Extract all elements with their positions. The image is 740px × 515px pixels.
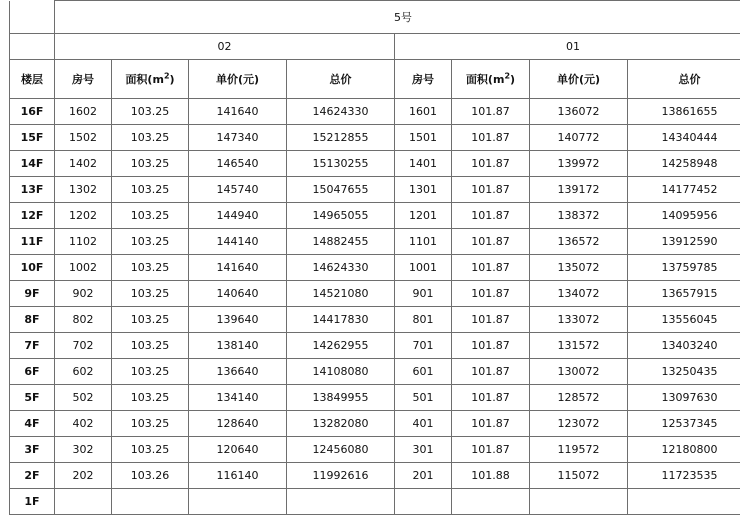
area-header-sup: 2 xyxy=(164,71,170,80)
floor-cell: 1F xyxy=(10,489,55,515)
floor-cell: 6F xyxy=(10,359,55,385)
room-cell: 602 xyxy=(55,359,112,385)
floor-cell: 11F xyxy=(10,229,55,255)
area-header-text: 面积(m xyxy=(125,73,164,86)
room-cell: 301 xyxy=(395,437,452,463)
area-cell: 101.87 xyxy=(452,437,530,463)
table-row xyxy=(10,99,740,125)
total-cell: 14262955 xyxy=(287,333,395,359)
floor-cell: 15F xyxy=(10,125,55,151)
total-cell: 14624330 xyxy=(287,255,395,281)
building-row xyxy=(10,1,740,34)
price-table xyxy=(9,0,740,515)
room-cell: 302 xyxy=(55,437,112,463)
total-cell: 14624330 xyxy=(287,99,395,125)
area-cell xyxy=(452,489,530,515)
room-cell: 1101 xyxy=(395,229,452,255)
total-cell: 14340444 xyxy=(628,125,740,151)
area-cell: 103.25 xyxy=(112,385,189,411)
total-cell: 13097630 xyxy=(628,385,740,411)
table-row xyxy=(10,385,740,411)
room-cell: 1401 xyxy=(395,151,452,177)
total-cell xyxy=(287,489,395,515)
price-cell: 130072 xyxy=(530,359,628,385)
table-row xyxy=(10,281,740,307)
room-cell: 1202 xyxy=(55,203,112,229)
area-cell: 101.87 xyxy=(452,203,530,229)
room-cell: 801 xyxy=(395,307,452,333)
table-row xyxy=(10,177,740,203)
total-cell: 14177452 xyxy=(628,177,740,203)
area-cell: 103.25 xyxy=(112,125,189,151)
total-cell: 14965055 xyxy=(287,203,395,229)
total-cell: 12456080 xyxy=(287,437,395,463)
price-cell: 128572 xyxy=(530,385,628,411)
room-cell: 1302 xyxy=(55,177,112,203)
price-cell: 136572 xyxy=(530,229,628,255)
floor-cell: 2F xyxy=(10,463,55,489)
col-room-header: 房号 xyxy=(395,60,452,99)
price-cell: 139640 xyxy=(189,307,287,333)
col-room-header: 房号 xyxy=(55,60,112,99)
unit-row xyxy=(10,34,740,60)
total-cell: 14521080 xyxy=(287,281,395,307)
area-cell xyxy=(112,489,189,515)
total-cell: 14095956 xyxy=(628,203,740,229)
price-cell: 115072 xyxy=(530,463,628,489)
room-cell: 702 xyxy=(55,333,112,359)
total-cell: 13403240 xyxy=(628,333,740,359)
area-cell: 101.87 xyxy=(452,281,530,307)
area-header-text: 面积(m xyxy=(466,73,505,86)
price-cell: 140772 xyxy=(530,125,628,151)
table-row xyxy=(10,463,740,489)
total-cell: 12180800 xyxy=(628,437,740,463)
total-cell: 13556045 xyxy=(628,307,740,333)
total-cell: 12537345 xyxy=(628,411,740,437)
floor-cell: 10F xyxy=(10,255,55,281)
floor-cell: 4F xyxy=(10,411,55,437)
room-cell: 1301 xyxy=(395,177,452,203)
area-cell: 103.25 xyxy=(112,229,189,255)
table-row xyxy=(10,489,740,515)
room-cell: 1602 xyxy=(55,99,112,125)
table-row xyxy=(10,437,740,463)
total-cell: 15130255 xyxy=(287,151,395,177)
blank-cell xyxy=(10,1,55,34)
price-cell: 141640 xyxy=(189,99,287,125)
area-cell: 103.25 xyxy=(112,333,189,359)
price-cell: 139972 xyxy=(530,151,628,177)
room-cell: 1002 xyxy=(55,255,112,281)
price-cell: 136640 xyxy=(189,359,287,385)
floor-cell: 12F xyxy=(10,203,55,229)
room-cell: 401 xyxy=(395,411,452,437)
total-cell: 15212855 xyxy=(287,125,395,151)
area-cell: 101.88 xyxy=(452,463,530,489)
column-header-row xyxy=(10,60,740,99)
room-cell xyxy=(55,489,112,515)
area-cell: 103.25 xyxy=(112,203,189,229)
col-floor-header: 楼层 xyxy=(10,60,55,99)
total-cell: 11992616 xyxy=(287,463,395,489)
floor-cell: 7F xyxy=(10,333,55,359)
area-cell: 101.87 xyxy=(452,385,530,411)
col-price-header: 单价(元) xyxy=(189,60,287,99)
area-cell: 101.87 xyxy=(452,177,530,203)
table-row xyxy=(10,359,740,385)
price-cell: 120640 xyxy=(189,437,287,463)
table-row xyxy=(10,229,740,255)
table-row xyxy=(10,255,740,281)
area-cell: 101.87 xyxy=(452,333,530,359)
room-cell: 1601 xyxy=(395,99,452,125)
price-cell: 140640 xyxy=(189,281,287,307)
price-cell: 145740 xyxy=(189,177,287,203)
room-cell: 802 xyxy=(55,307,112,333)
area-cell: 101.87 xyxy=(452,229,530,255)
total-cell: 13759785 xyxy=(628,255,740,281)
col-area-header xyxy=(112,60,189,99)
area-cell: 103.25 xyxy=(112,99,189,125)
room-cell: 202 xyxy=(55,463,112,489)
area-cell: 103.25 xyxy=(112,281,189,307)
unit-01-header: 01 xyxy=(395,34,740,60)
area-cell: 103.25 xyxy=(112,307,189,333)
area-cell: 101.87 xyxy=(452,359,530,385)
price-cell: 139172 xyxy=(530,177,628,203)
price-cell: 134140 xyxy=(189,385,287,411)
area-cell: 101.87 xyxy=(452,307,530,333)
price-cell: 134072 xyxy=(530,281,628,307)
total-cell: 13849955 xyxy=(287,385,395,411)
area-cell: 103.25 xyxy=(112,411,189,437)
area-header-sup: 2 xyxy=(504,71,510,80)
col-price-header: 单价(元) xyxy=(530,60,628,99)
floor-cell: 3F xyxy=(10,437,55,463)
area-header-close: ) xyxy=(510,73,515,86)
area-cell: 101.87 xyxy=(452,99,530,125)
total-cell: 14882455 xyxy=(287,229,395,255)
room-cell: 501 xyxy=(395,385,452,411)
price-cell: 141640 xyxy=(189,255,287,281)
room-cell: 1502 xyxy=(55,125,112,151)
price-cell: 133072 xyxy=(530,307,628,333)
price-cell: 138372 xyxy=(530,203,628,229)
room-cell: 402 xyxy=(55,411,112,437)
table-row xyxy=(10,411,740,437)
price-table-body xyxy=(10,1,740,515)
area-cell: 101.87 xyxy=(452,411,530,437)
price-cell: 144140 xyxy=(189,229,287,255)
room-cell: 1201 xyxy=(395,203,452,229)
total-cell: 13657915 xyxy=(628,281,740,307)
price-cell: 146540 xyxy=(189,151,287,177)
area-cell: 103.25 xyxy=(112,437,189,463)
room-cell: 1501 xyxy=(395,125,452,151)
area-cell: 101.87 xyxy=(452,255,530,281)
col-area-header xyxy=(452,60,530,99)
table-row xyxy=(10,125,740,151)
room-cell: 1102 xyxy=(55,229,112,255)
area-cell: 103.26 xyxy=(112,463,189,489)
room-cell: 901 xyxy=(395,281,452,307)
room-cell: 502 xyxy=(55,385,112,411)
room-cell: 201 xyxy=(395,463,452,489)
floor-cell: 13F xyxy=(10,177,55,203)
price-cell xyxy=(189,489,287,515)
unit-02-header: 02 xyxy=(55,34,395,60)
area-cell: 101.87 xyxy=(452,125,530,151)
table-row xyxy=(10,307,740,333)
total-cell: 13912590 xyxy=(628,229,740,255)
total-cell: 11723535 xyxy=(628,463,740,489)
room-cell: 1001 xyxy=(395,255,452,281)
room-cell: 1402 xyxy=(55,151,112,177)
price-cell: 136072 xyxy=(530,99,628,125)
total-cell: 14258948 xyxy=(628,151,740,177)
area-cell: 103.25 xyxy=(112,359,189,385)
total-cell: 15047655 xyxy=(287,177,395,203)
room-cell xyxy=(395,489,452,515)
floor-cell: 5F xyxy=(10,385,55,411)
total-cell: 13861655 xyxy=(628,99,740,125)
col-total-header: 总价 xyxy=(628,60,740,99)
floor-cell: 8F xyxy=(10,307,55,333)
floor-cell: 14F xyxy=(10,151,55,177)
area-cell: 103.25 xyxy=(112,255,189,281)
price-cell: 116140 xyxy=(189,463,287,489)
floor-cell: 16F xyxy=(10,99,55,125)
total-cell: 13282080 xyxy=(287,411,395,437)
room-cell: 902 xyxy=(55,281,112,307)
price-cell: 128640 xyxy=(189,411,287,437)
price-cell: 144940 xyxy=(189,203,287,229)
total-cell: 14417830 xyxy=(287,307,395,333)
price-cell xyxy=(530,489,628,515)
area-cell: 103.25 xyxy=(112,151,189,177)
price-cell: 119572 xyxy=(530,437,628,463)
table-row xyxy=(10,333,740,359)
total-cell: 13250435 xyxy=(628,359,740,385)
table-row xyxy=(10,203,740,229)
col-total-header: 总价 xyxy=(287,60,395,99)
price-cell: 138140 xyxy=(189,333,287,359)
building-title: 5号 xyxy=(55,1,740,34)
room-cell: 601 xyxy=(395,359,452,385)
total-cell xyxy=(628,489,740,515)
price-cell: 135072 xyxy=(530,255,628,281)
price-cell: 131572 xyxy=(530,333,628,359)
total-cell: 14108080 xyxy=(287,359,395,385)
area-cell: 103.25 xyxy=(112,177,189,203)
price-cell: 123072 xyxy=(530,411,628,437)
room-cell: 701 xyxy=(395,333,452,359)
price-cell: 147340 xyxy=(189,125,287,151)
area-header-close: ) xyxy=(170,73,175,86)
floor-cell: 9F xyxy=(10,281,55,307)
table-row xyxy=(10,151,740,177)
blank-cell xyxy=(10,34,55,60)
area-cell: 101.87 xyxy=(452,151,530,177)
